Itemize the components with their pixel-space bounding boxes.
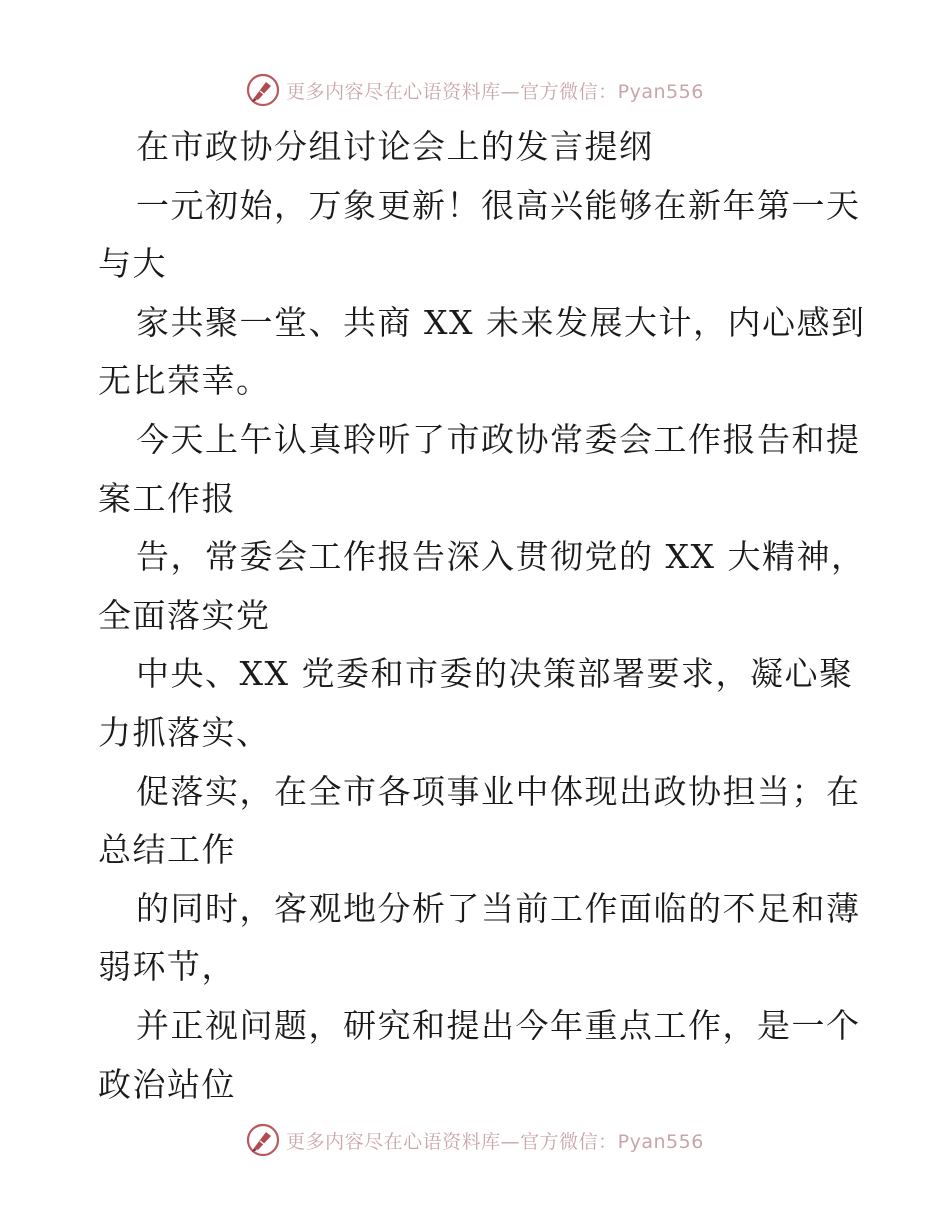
pen-nib-logo-icon (246, 73, 280, 107)
text-line: 家共聚一堂、共商 XX 未来发展大计，内心感到 (136, 302, 866, 342)
text-line: 今天上午认真聆听了市政协常委会工作报告和提 (136, 419, 861, 459)
text-line: 与大 (98, 244, 167, 284)
text-line: 一元初始，万象更新！很高兴能够在新年第一天 (136, 185, 861, 225)
text-line: 全面落实党 (98, 595, 271, 635)
text-line: 无比荣幸。 (98, 361, 271, 401)
header-banner (0, 70, 950, 110)
text-line: 案工作报 (98, 478, 236, 518)
text-line: 政治站位 (98, 1064, 236, 1104)
text-line: 告，常委会工作报告深入贯彻党的 XX 大精神， (136, 537, 866, 577)
text-line: 弱环节， (98, 947, 236, 987)
text-line: 力抓落实、 (98, 712, 271, 752)
footer-banner (0, 1120, 950, 1160)
text-line: 在市政协分组讨论会上的发言提纲 (136, 127, 654, 166)
text-line: 总结工作 (98, 830, 236, 870)
text-line: 并正视问题，研究和提出今年重点工作，是一个 (136, 1005, 861, 1045)
document-body (98, 118, 866, 1114)
text-line: 的同时，客观地分析了当前工作面临的不足和薄 (136, 888, 861, 928)
header-banner-text: 更多内容尽在心语资料库—官方微信：Pyan556 (286, 80, 704, 103)
text-line: 中央、XX 党委和市委的决策部署要求，凝心聚 (136, 654, 854, 694)
text-line: 促落实，在全市各项事业中体现出政协担当；在 (136, 771, 861, 811)
footer-banner-text: 更多内容尽在心语资料库—官方微信：Pyan556 (286, 1130, 704, 1153)
pen-nib-logo-icon (246, 1123, 280, 1157)
